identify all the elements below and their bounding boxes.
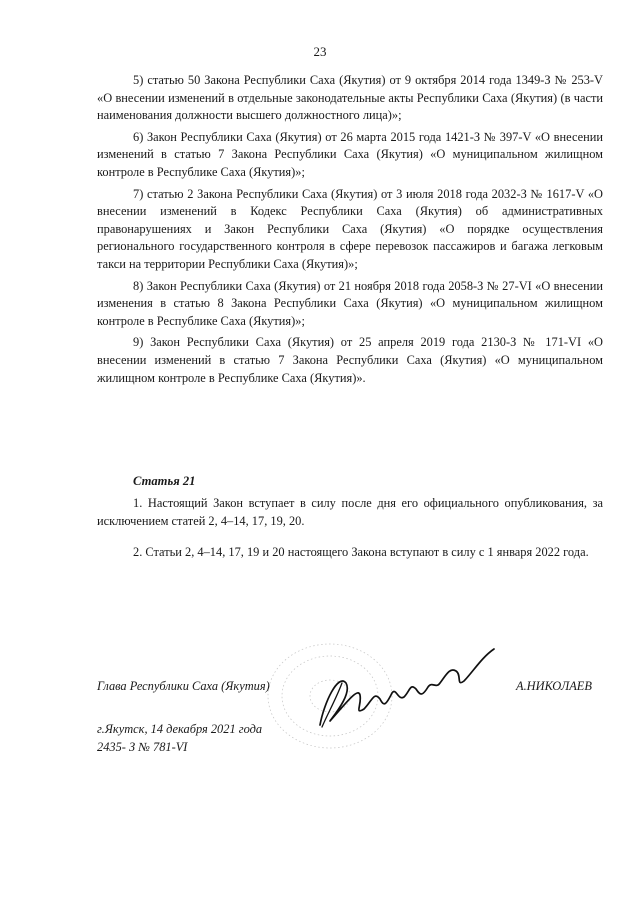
article-paragraph: 1. Настоящий Закон вступает в силу после дня его официального опубликования, за исключением статей 2, 4–14, 17, 19, 20.	[97, 496, 603, 529]
article-title: Статья 21	[133, 474, 196, 488]
repealed-acts-list	[97, 72, 603, 391]
place-and-date: г.Якутск, 14 декабря 2021 года	[97, 722, 263, 736]
signatory-title: Глава Республики Саха (Якутия)	[97, 679, 270, 693]
list-item: 7) статью 2 Закона Республики Саха (Якутия) от 3 июля 2018 года 2032-З № 1617-V «О внесении изменений в Кодекс Республики Саха (Якутия) об административных правонарушениях и Закон Республики Саха (Якутия) «О порядке осуществления регионального государственного контроля в сфере перевозок пассажиров и багажа легковым такси на территории Республики Саха (Якутия)»;	[97, 186, 603, 271]
signatory-name: А.НИКОЛАЕВ	[516, 679, 592, 693]
page-number: 23	[313, 44, 327, 59]
article-body	[97, 494, 603, 573]
article-paragraph: 2. Статьи 2, 4–14, 17, 19 и 20 настоящего Закона вступают в силу с 1 января 2022 года.	[133, 544, 589, 559]
list-item: 9) Закон Республики Саха (Якутия) от 25 апреля 2019 года 2130-З № 171-VI «О внесении изменений в статью 7 Закона Республики Саха (Якутия) «О муниципальном жилищном контроле в Республике Саха (Якутия)».	[97, 335, 603, 385]
list-item: 6) Закон Республики Саха (Якутия) от 26 марта 2015 года 1421-З № 397-V «О внесении изменений в статью 7 Закона Республики Саха (Якутия) «О муниципальном жилищном контроле в Республике Саха (Якутия)»;	[97, 129, 603, 179]
registration-number: 2435- З № 781-VI	[97, 740, 188, 754]
handwritten-signature	[306, 643, 506, 733]
list-item: 8) Закон Республики Саха (Якутия) от 21 ноября 2018 года 2058-З № 27-VI «О внесении изменения в статью 8 Закона Республики Саха (Якутия) «О муниципальном жилищном контроле в Республике Саха (Якутия)»;	[97, 278, 603, 328]
list-item: 5) статью 50 Закона Республики Саха (Якутия) от 9 октября 2014 года 1349-З № 253-V «О внесении изменений в отдельные законодательные акты Республики Саха (Якутия) (в части наименования должности высшего должностного лица)»;	[97, 73, 603, 123]
